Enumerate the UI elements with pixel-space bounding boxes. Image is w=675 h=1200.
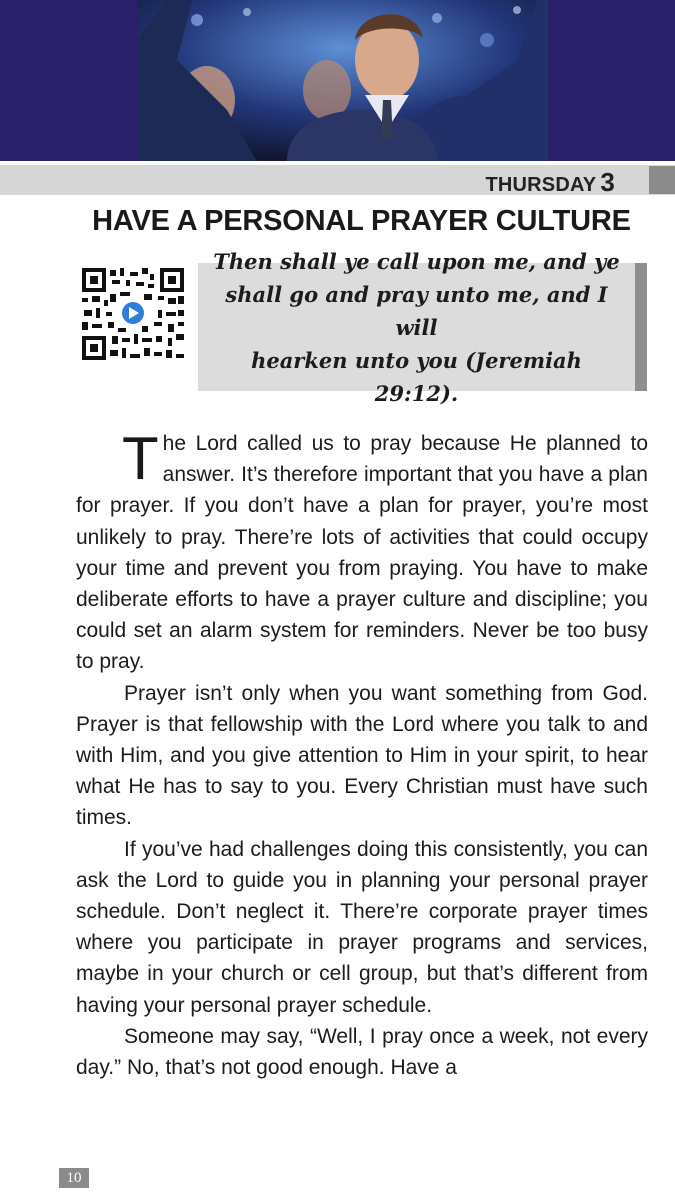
paragraph-2: Prayer isn’t only when you want something from God. Prayer is that fellowship with the Lord where you talk to and with Him, and you give attention to Him in your spirit, to hear what He has to say to you. Every Christian must have such times.: [76, 681, 648, 830]
worship-photo: [137, 0, 548, 161]
day-name: THURSDAY: [485, 174, 597, 196]
qr-code-icon[interactable]: [80, 266, 186, 362]
page-title: HAVE A PERSONAL PRAYER CULTURE: [92, 205, 631, 237]
scripture-line-1: Then shall ye call upon me, and ye: [213, 248, 620, 274]
day-bar-marker: [649, 166, 675, 194]
paragraph-1-text: he Lord called us to pray because He planned to answer. It’s therefore important that you have a plan for prayer. If you don’t have a plan for prayer, you’re most unlikely to pray. There’re lots of activities that could occupy your time and prevent you from praying. You have to make deliberate efforts to have a prayer culture and discipline; you could set an alarm system for reminders. Never be too busy to pray.: [76, 432, 648, 674]
day-label: [485, 167, 615, 198]
paragraph-4: Someone may say, “Well, I pray once a week, not every day.” No, that’s not good enough. Have a: [76, 1024, 648, 1080]
page-number: 10: [59, 1168, 89, 1188]
paragraph-1: [76, 425, 648, 678]
scripture-line-2: shall go and pray unto me, and I will: [225, 281, 608, 340]
devotional-body: [76, 425, 648, 1083]
drop-cap: T: [122, 425, 159, 492]
worship-photo-illustration: [137, 0, 548, 161]
day-date: 3: [600, 167, 615, 197]
paragraph-3: If you’ve had challenges doing this consistently, you can ask the Lord to guide you in planning your personal prayer schedule. Don’t neglect it. There’re corporate prayer times where you participate in prayer programs and services, maybe in your church or cell group, but that’s different from having your personal prayer schedule.: [76, 837, 648, 1017]
scripture-text: [206, 245, 627, 410]
scripture-line-3: hearken unto you (Jeremiah 29:12).: [251, 347, 582, 406]
scripture-box: [198, 248, 647, 406]
